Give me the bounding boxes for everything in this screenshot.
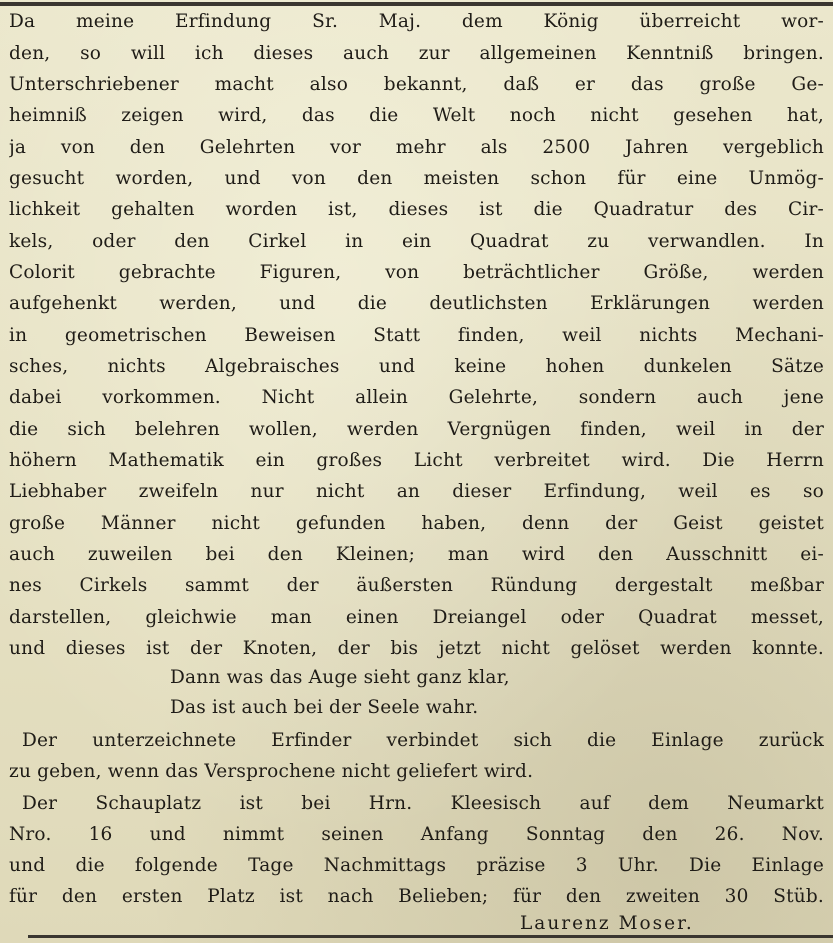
- text-line: große Männer nicht gefunden haben, denn der Geist geistet: [9, 513, 824, 534]
- text-line: aufgehenkt werden, und die deutlichsten Erklärungen werden: [9, 293, 824, 314]
- text-line: Der Schauplatz ist bei Hrn. Kleesisch auf dem Neumarkt: [22, 793, 824, 814]
- verse-line: Dann was das Auge sieht ganz klar,: [170, 667, 510, 688]
- text-line: für den ersten Platz ist nach Belieben; für den zweiten 30 Stüb.: [9, 886, 824, 907]
- text-line: heimniß zeigen wird, das die Welt noch nicht gesehen hat,: [9, 105, 824, 126]
- text-line: gesucht worden, und von den meisten schon für eine Unmög-: [9, 168, 824, 189]
- text-line: die sich belehren wollen, werden Vergnügen finden, weil in der: [9, 419, 824, 440]
- text-line: zu geben, wenn das Versprochene nicht geliefert wird.: [9, 761, 534, 782]
- text-line: in geometrischen Beweisen Statt finden, weil nichts Mechani-: [9, 325, 824, 346]
- text-line: dabei vorkommen. Nicht allein Gelehrte, sondern auch jene: [9, 387, 824, 408]
- text-line: darstellen, gleichwie man einen Dreiangel oder Quadrat messet,: [9, 607, 824, 628]
- signature: Laurenz Moser.: [520, 913, 694, 934]
- bottom-rule: [28, 935, 833, 938]
- text-line: und dieses ist der Knoten, der bis jetzt nicht gelöset werden konnte.: [9, 638, 824, 659]
- text-line: Da meine Erfindung Sr. Maj. dem König überreicht wor-: [9, 11, 824, 32]
- text-line: Colorit gebrachte Figuren, von beträchtlicher Größe, werden: [9, 262, 824, 283]
- text-line: Unterschriebener macht also bekannt, daß er das große Ge-: [9, 74, 824, 95]
- text-line: Liebhaber zweifeln nur nicht an dieser Erfindung, weil es so: [9, 481, 824, 502]
- text-line: lichkeit gehalten worden ist, dieses ist die Quadratur des Cir-: [9, 199, 824, 220]
- text-line: Der unterzeichnete Erfinder verbindet sich die Einlage zurück: [22, 730, 824, 751]
- text-line: auch zuweilen bei den Kleinen; man wird den Ausschnitt ei-: [9, 544, 824, 565]
- text-line: kels, oder den Cirkel in ein Quadrat zu verwandlen. In: [9, 231, 824, 252]
- text-line: den, so will ich dieses auch zur allgemeinen Kenntniß bringen.: [9, 43, 824, 64]
- text-line: und die folgende Tage Nachmittags präzise 3 Uhr. Die Einlage: [9, 855, 824, 876]
- text-line: Nro. 16 und nimmt seinen Anfang Sonntag den 26. Nov.: [9, 824, 824, 845]
- text-line: ja von den Gelehrten vor mehr als 2500 Jahren vergeblich: [9, 137, 824, 158]
- text-line: höhern Mathematik ein großes Licht verbreitet wird. Die Herrn: [9, 450, 824, 471]
- text-line: sches, nichts Algebraisches und keine hohen dunkelen Sätze: [9, 356, 824, 377]
- text-line: nes Cirkels sammt der äußersten Ründung dergestalt meßbar: [9, 575, 824, 596]
- verse-line: Das ist auch bei der Seele wahr.: [170, 697, 479, 718]
